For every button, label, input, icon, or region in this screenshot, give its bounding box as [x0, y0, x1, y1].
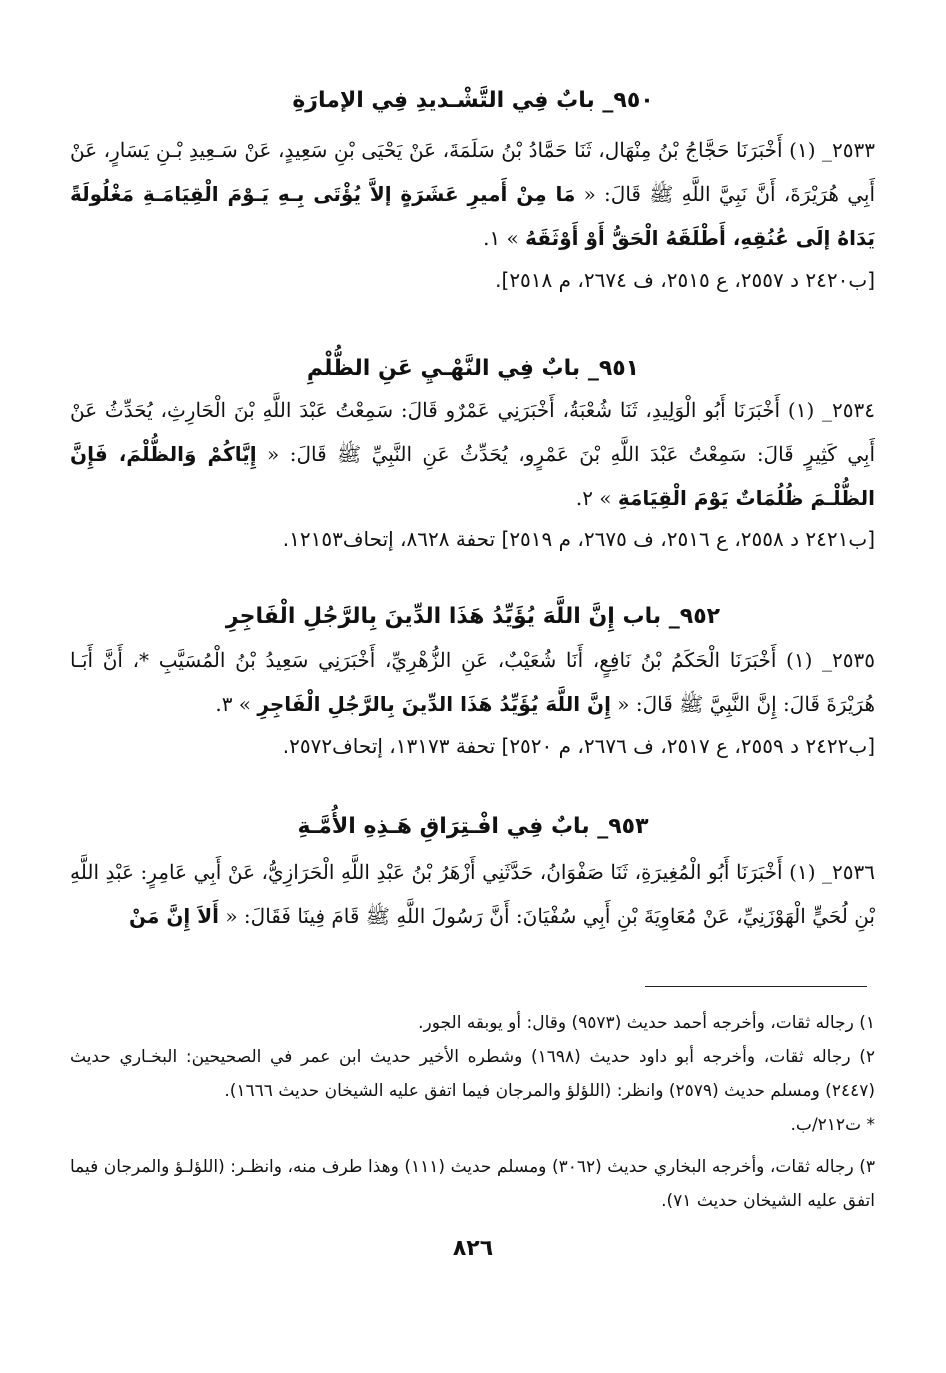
chapter-heading-952: ٩٥٢_ باب إِنَّ اللَّهَ يُؤَيِّدُ هَذَا الدِّينَ بِالرَّجُلِ الْفَاجِرِ [225, 604, 721, 629]
hadith-2535-end: » ٣. [215, 692, 258, 716]
hadith-2535-matn: إِنَّ اللَّهَ يُؤَيِّدُ هَذَا الدِّينَ بِالرَّجُلِ الْفَاجِرِ [257, 692, 611, 716]
footnote-folio-marker: * ت٢١٢/ب. [790, 1115, 875, 1135]
hadith-2535-isnad: ٢٥٣٥_ (١) أَخْبَرَنَا الْحَكَمُ بْنُ نَافِعٍ، أَنَا شُعَيْبٌ، عَنِ الزُّهْرِيِّ، أَخْبَرَنِي سَعِيدُ بْنُ الْمُسَيَّبِ *، أَنَّ أَبَـا هُرَيْرَةَ قَالَ: إِنَّ النَّبِيَّ ﷺ قَالَ: « [70, 648, 875, 716]
hadith-2533-end: » ١. [483, 226, 526, 250]
hadith-2533-isnad: ٢٥٣٣_ (١) أَخْبَرَنَا حَجَّاجُ بْنُ مِنْهَال، ثَنَا حَمَّادُ بْنُ سَلَمَةَ، عَنْ يَحْيَى بْنِ سَعِيدٍ، عَنْ سَـعِيدِ بْـنِ يَسَارٍ، عَنْ أَبِي هُرَيْرَةَ، أَنَّ نَبِيَّ اللَّهِ ﷺ قَالَ: « [70, 138, 875, 206]
hadith-2536 [70, 850, 875, 938]
chapter-heading-950: ٩٥٠_ بابٌ فِي التَّشْـديدِ فِي الإمارَةِ [292, 88, 654, 113]
chapter-heading-951: ٩٥١_ بابٌ فِي النَّهْـيِ عَنِ الظُّلْمِ [306, 356, 640, 381]
chapter-heading-953: ٩٥٣_ بابٌ فِي افْـتِرَاقِ هَـذِهِ الأُمَّـةِ [297, 814, 649, 839]
hadith-2533 [70, 128, 875, 260]
hadith-2535 [70, 638, 875, 726]
footnote-1: ١) رجاله ثقات، وأخرجه أحمد حديث (٩٥٧٣) وقال: أو يوبقه الجور. [418, 1013, 875, 1033]
hadith-2535-references: [ب٢٤٢٢ د ٢٥٥٩، ع ٢٥١٧، ف ٢٦٧٦، م ٢٥٢٠] تحفة ١٣١٧٣، إتحاف٢٥٧٢. [282, 734, 875, 758]
hadith-2534-end: » ٢. [575, 486, 618, 510]
hadith-2534 [70, 388, 875, 520]
hadith-2536-isnad: ٢٥٣٦_ (١) أَخْبَرَنَا أَبُو الْمُغِيرَةِ، ثَنَا صَفْوَانُ، حَدَّثَنِي أَزْهَرُ بْنُ عَبْدِ اللَّهِ الْحَرَازِيُّ، عَنْ أَبِي عَامِرٍ: عَبْدِ اللَّهِ بْنِ لُحَيٍّ الْهَوْزَنِيِّ، عَنْ مُعَاوِيَةَ بْنِ أَبِي سُفْيَانَ: أَنَّ رَسُولَ اللَّهِ ﷺ قَامَ فِينَا فَقَالَ: « [70, 860, 875, 928]
hadith-2536-matn: أَلاَ إِنَّ مَنْ [128, 904, 219, 928]
footnote-3: ٣) رجاله ثقات، وأخرجه البخاري حديث (٣٠٦٢) ومسلم حديث (١١١) وهذا طرف منه، وانظـر: (اللؤلـؤ والمرجان فيما اتفق عليه الشيخان حديث ٧١). [70, 1157, 875, 1211]
hadith-2533-references: [ب٢٤٢٠ د ٢٥٥٧، ع ٢٥١٥، ف ٢٦٧٤، م ٢٥١٨]. [495, 268, 875, 292]
footnote-separator [645, 986, 867, 987]
footnote-2: ٢) رجاله ثقات، وأخرجه أبو داود حديث (١٦٩٨) وشطره الأخير حديث ابن عمر في الصحيحين: البخـاري حديث (٢٤٤٧) ومسلم حديث (٢٥٧٩) وانظر: (اللؤلؤ والمرجان فيما اتفق عليه الشيخان حديث ١٦٦٦). [70, 1047, 875, 1101]
hadith-2534-matn: إِيَّاكُمْ وَالظُّلْمَ، فَإِنَّ الظُّلْـمَ ظُلُمَاتٌ يَوْمَ الْقِيَامَةِ [70, 442, 875, 510]
hadith-2534-isnad: ٢٥٣٤_ (١) أَخْبَرَنَا أَبُو الْوَلِيدِ، ثَنَا شُعْبَةُ، أَخْبَرَنِي عَمْرٌو قَالَ: سَمِعْتُ عَبْدَ اللَّهِ بْنَ الْحَارِثِ، يُحَدِّثُ عَنْ أَبِي كَثِيرٍ قَالَ: سَمِعْتُ عَبْدَ اللَّهِ بْنَ عَمْرٍو، يُحَدِّثُ عَنِ النَّبِيِّ ﷺ قَالَ: « [70, 398, 876, 466]
hadith-2534-references: [ب٢٤٢١ د ٢٥٥٨، ع ٢٥١٦، ف ٢٦٧٥، م ٢٥١٩] تحفة ٨٦٢٨، إتحاف١٢١٥٣. [282, 527, 875, 551]
hadith-2533-matn: مَا مِنْ أَميرِ عَشَرَةٍ إلاَّ يُؤْتَى بِـهِ يَـوْمَ الْقِيَامَـةِ مَغْلُولَةً يَدَاهُ إلَى عُنُقِهِ، أَطْلَقَهُ الْحَقُّ أَوْ أَوْثَقَهُ [70, 182, 875, 250]
page-number: ٨٢٦ [452, 1236, 494, 1261]
